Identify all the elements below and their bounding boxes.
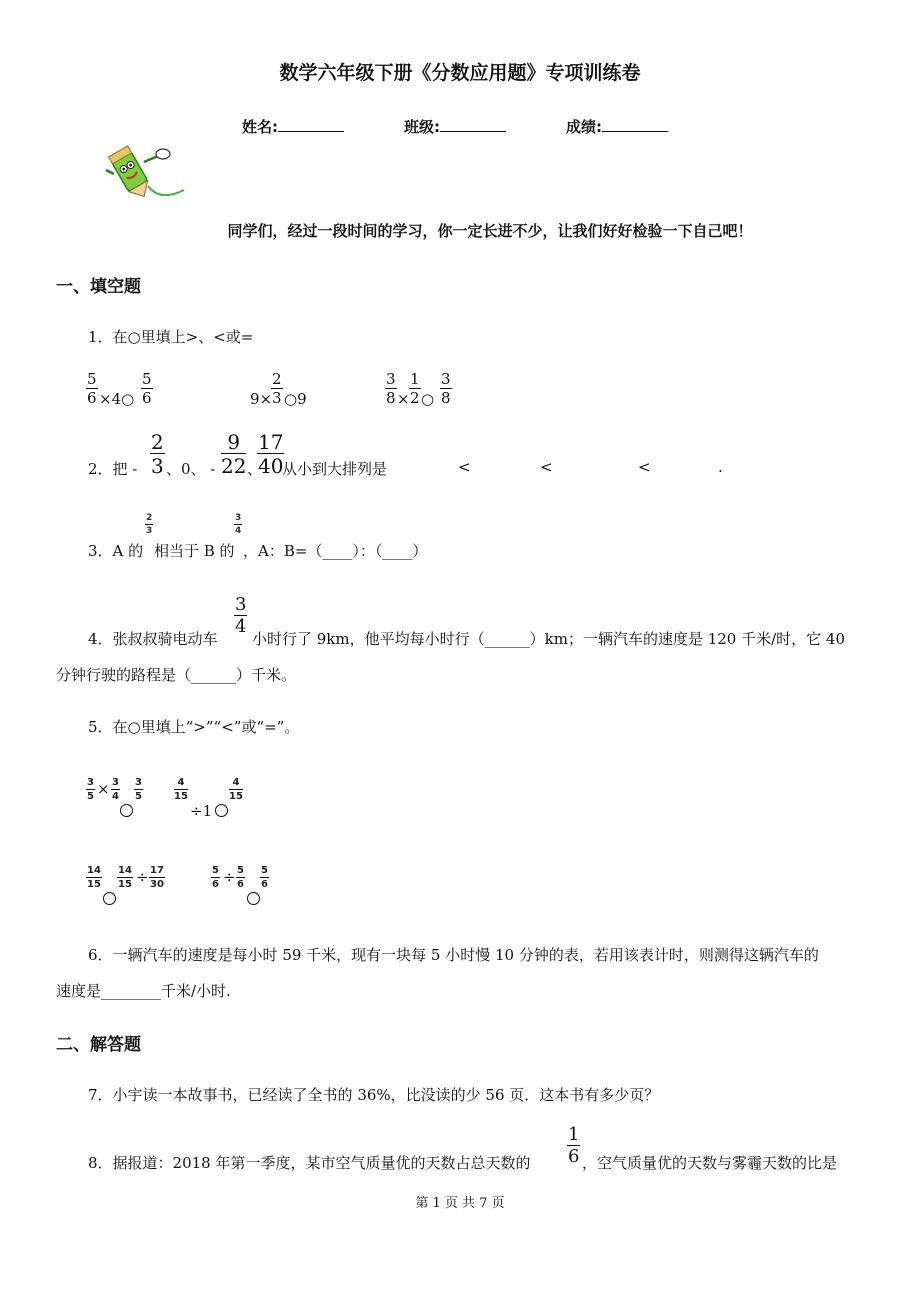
compare-circle[interactable]: [215, 804, 228, 817]
fraction: $\frac{3}{4}$: [112, 777, 119, 802]
question-6-line1: 6．一辆汽车的速度是每小时 59 千米，现有一块每 5 小时慢 10 分钟的表，若用该表计时，则测得这辆汽车的: [88, 946, 819, 964]
question-6-line2: 速度是________千米/小时.: [56, 982, 231, 1000]
compare-circle[interactable]: [103, 892, 116, 905]
fraction: $\frac{3}{4}$: [235, 513, 242, 536]
compare-circle[interactable]: [247, 892, 260, 905]
q2-text: 从小到大排列是: [282, 460, 388, 478]
fraction: $\frac{3}{4}$: [235, 594, 247, 637]
fraction: $\frac{5}{6}$: [212, 865, 219, 890]
section-answer: 二、解答题: [56, 1035, 141, 1055]
q8-text: 8．据报道：2018 年第一季度，某市空气质量优的天数占总天数的: [88, 1154, 531, 1172]
question-1-stem: 1．在○里填上>、<或=: [88, 328, 254, 346]
page-footer: 第 1 页 共 7 页: [415, 1196, 505, 1211]
fraction: $\frac{17}{30}$: [150, 865, 164, 890]
score-blank[interactable]: [602, 117, 668, 132]
expr-text: 9×: [250, 390, 273, 408]
less-than-sign: <: [638, 458, 651, 476]
fraction: $\frac{3}{5}$: [135, 777, 142, 802]
section-fill-in: 一、填空题: [56, 277, 141, 297]
expr-text: ×4○: [99, 390, 135, 408]
compare-circle[interactable]: [120, 804, 133, 817]
fraction: $\frac{2}{3}$: [272, 370, 282, 407]
fraction: $\frac{3}{8}$: [386, 370, 396, 407]
question-7: 7．小宇读一本故事书，已经读了全书的 36%，比没读的少 56 页．这本书有多少页？: [88, 1086, 660, 1104]
name-label: 姓名:: [242, 118, 278, 136]
fraction: $\frac{5}{6}$: [87, 370, 97, 407]
greeting-text: 同学们，经过一段时间的学习，你一定长进不少，让我们好好检验一下自己吧！: [227, 222, 753, 240]
class-field[interactable]: [404, 116, 506, 137]
fraction: $\frac{3}{8}$: [441, 370, 451, 407]
fraction: $\frac{3}{5}$: [87, 777, 94, 802]
fraction: $\frac{5}{6}$: [142, 370, 152, 407]
less-than-sign: <: [458, 458, 471, 476]
q4-line2: 分钟行驶的路程是（______）千米。: [56, 666, 297, 684]
q3-text: 3．A 的: [88, 542, 144, 560]
name-blank[interactable]: [278, 117, 344, 132]
class-blank[interactable]: [440, 117, 506, 132]
class-label: 班级:: [404, 118, 440, 136]
pencil-mascot-icon: [100, 140, 190, 206]
page-title: 数学六年级下册《分数应用题》专项训练卷: [279, 62, 641, 84]
expr-text: ÷1: [190, 802, 213, 820]
expr-text: ÷: [136, 868, 149, 886]
score-field[interactable]: [566, 116, 668, 137]
fraction: $\frac{17}{40}$: [258, 430, 284, 478]
q2-text: 2．把 -: [88, 460, 138, 478]
q2-end: .: [718, 458, 723, 476]
expr-text: ×: [397, 390, 410, 408]
q4-text: 小时行了 9km，他平均每小时行（______）km；一辆汽车的速度是 120 千米/时，它 40: [252, 630, 846, 648]
q2-text: 、: [247, 460, 263, 478]
question-5-stem: 5．在○里填上“>”“<”或“=”。: [88, 718, 300, 736]
fraction: $\frac{4}{15}$: [174, 777, 188, 802]
expr-text: ○: [421, 390, 435, 408]
q2-text: 、0、 -: [166, 460, 216, 478]
q3-text: ，A：B=（____）：（____）: [243, 542, 428, 560]
fraction: $\frac{2}{3}$: [146, 513, 153, 536]
fraction: $\frac{9}{22}$: [221, 430, 247, 478]
expr-text: ×: [97, 780, 110, 798]
less-than-sign: <: [540, 458, 553, 476]
score-label: 成绩:: [566, 118, 602, 136]
fraction: $\frac{5}{6}$: [261, 865, 268, 890]
expr-text: ○9: [284, 390, 307, 408]
fraction: $\frac{1}{6}$: [568, 1124, 580, 1167]
fraction: $\frac{14}{15}$: [87, 865, 101, 890]
q4-text: 4．张叔叔骑电动车: [88, 630, 218, 648]
name-field[interactable]: [242, 116, 344, 137]
q3-text: 相当于 B 的: [154, 542, 235, 560]
fraction: $\frac{1}{2}$: [410, 370, 420, 407]
fraction: $\frac{2}{3}$: [151, 430, 164, 478]
fraction: $\frac{14}{15}$: [118, 865, 132, 890]
expr-text: ÷: [223, 868, 236, 886]
q8-text: ，空气质量优的天数与雾霾天数的比是: [582, 1154, 838, 1172]
fraction: $\frac{4}{15}$: [229, 777, 243, 802]
fraction: $\frac{5}{6}$: [237, 865, 244, 890]
